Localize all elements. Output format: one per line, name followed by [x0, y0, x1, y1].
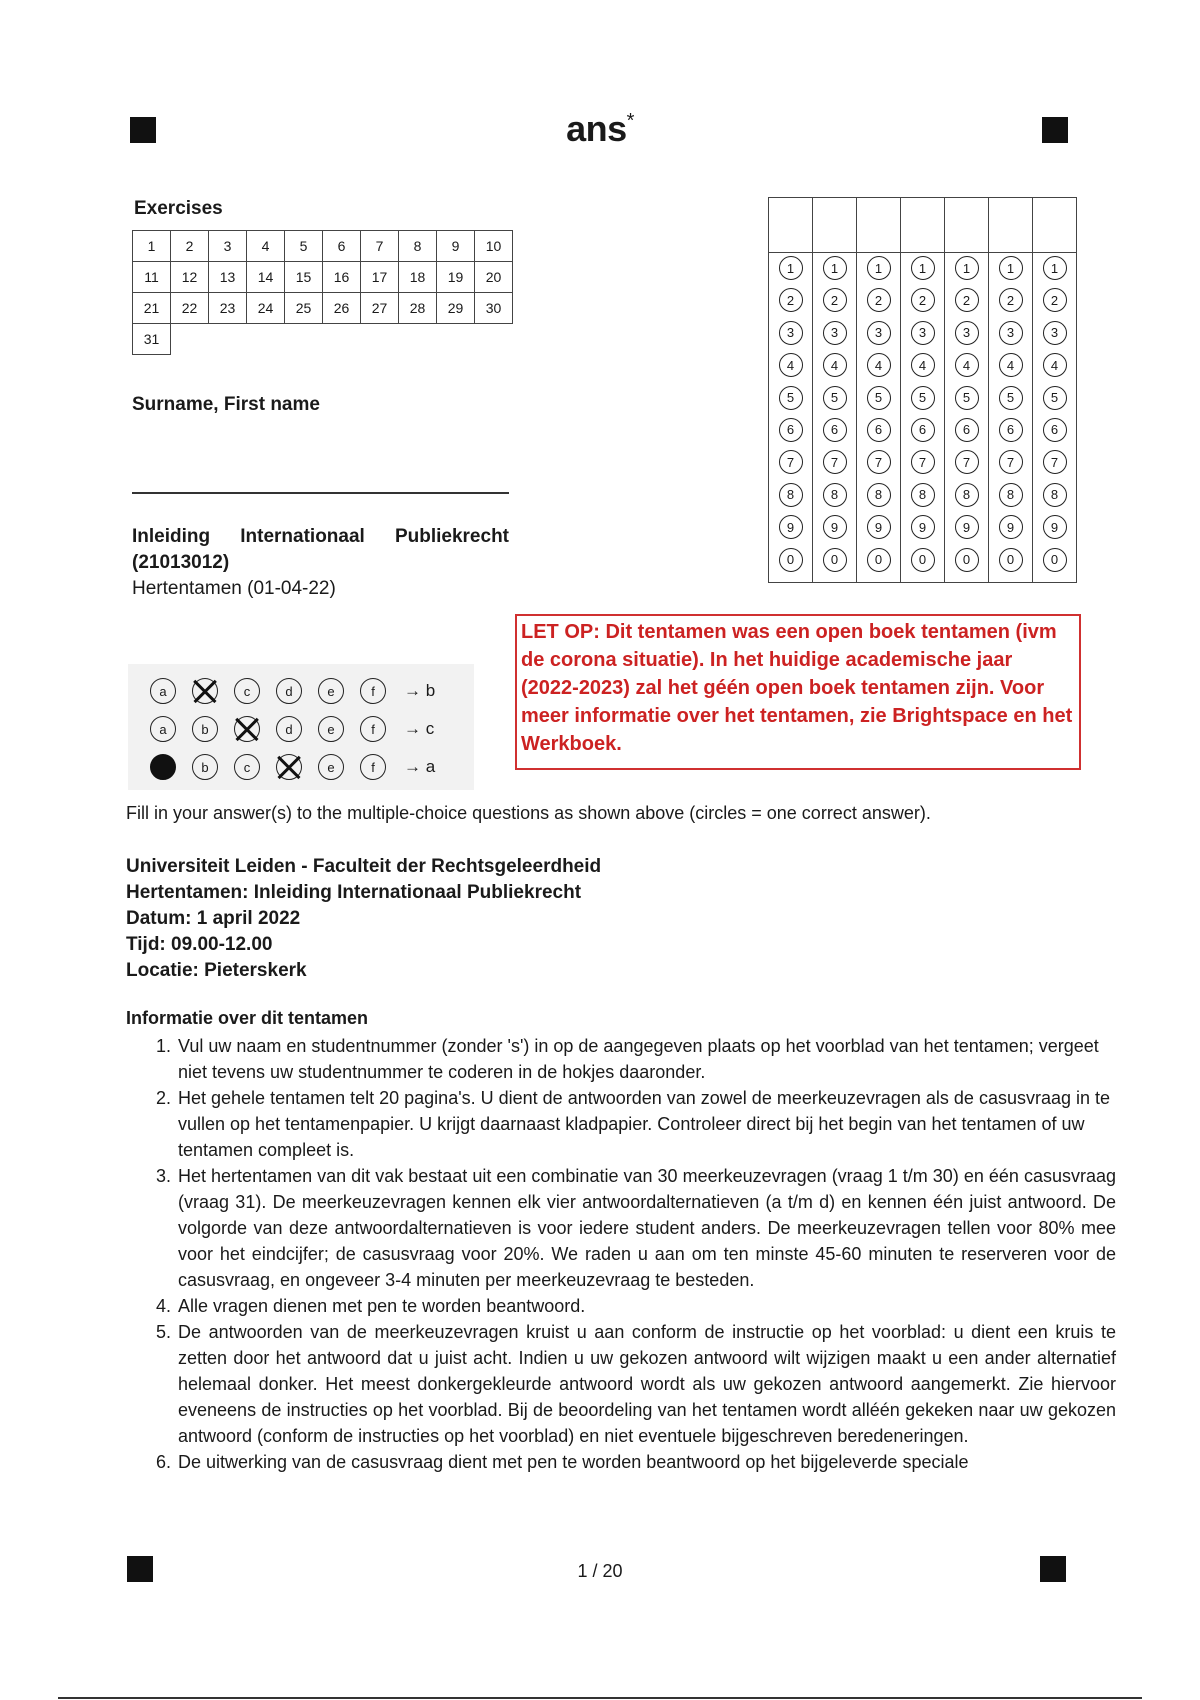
- digit-bubble[interactable]: 9: [911, 515, 935, 539]
- digit-bubble[interactable]: 2: [999, 288, 1023, 312]
- digit-bubble[interactable]: 9: [955, 515, 979, 539]
- info-list: [126, 1033, 1116, 1475]
- digit-bubble[interactable]: 6: [779, 418, 803, 442]
- digit-bubble[interactable]: 1: [955, 256, 979, 280]
- exercises-row: [133, 293, 513, 324]
- grid-bubbles: [769, 253, 812, 582]
- fill-instruction: Fill in your answer(s) to the multiple-choice questions as shown above (circles = one correct answer).: [126, 803, 931, 823]
- answer-example-panel: [128, 664, 474, 790]
- exam-date: Datum: 1 april 2022: [126, 908, 301, 929]
- info-item: 1. Vul uw naam en studentnummer (zonder 's') in op de aangegeven plaats op het voorblad van het tentamen; vergeet niet tevens uw studentnummer te coderen in de hokjes daaronder.: [176, 1033, 1116, 1085]
- digit-bubble[interactable]: 9: [823, 515, 847, 539]
- digit-bubble[interactable]: 3: [867, 321, 891, 345]
- exam-info-block: [126, 854, 601, 984]
- digit-bubble[interactable]: 1: [867, 256, 891, 280]
- example-row-a: [150, 752, 435, 782]
- digit-bubble[interactable]: 9: [1043, 515, 1067, 539]
- grid-digit-box[interactable]: [945, 198, 988, 253]
- exercise-cell: 7: [361, 231, 399, 262]
- grid-digit-box[interactable]: [901, 198, 944, 253]
- course-subtitle: Hertentamen (01-04-22): [132, 578, 336, 599]
- digit-bubble[interactable]: 0: [955, 548, 979, 572]
- digit-bubble[interactable]: 8: [779, 483, 803, 507]
- grid-bubbles: [857, 253, 900, 582]
- grid-bubbles: [989, 253, 1032, 582]
- digit-bubble[interactable]: 1: [911, 256, 935, 280]
- option-bubble-d: d: [276, 716, 302, 742]
- exercise-cell: 15: [285, 262, 323, 293]
- digit-bubble[interactable]: 2: [823, 288, 847, 312]
- exercise-cell: 6: [323, 231, 361, 262]
- digit-bubble[interactable]: 2: [911, 288, 935, 312]
- course-title: Inleiding Internationaal Publiekrecht: [132, 526, 509, 547]
- digit-bubble[interactable]: 1: [823, 256, 847, 280]
- digit-bubble[interactable]: 3: [1043, 321, 1067, 345]
- exercises-row: [133, 262, 513, 293]
- exercises-label: Exercises: [134, 198, 223, 219]
- option-bubble-e: e: [318, 678, 344, 704]
- option-bubble-a: a: [150, 678, 176, 704]
- exercise-cell: 23: [209, 293, 247, 324]
- exam-location: Locatie: Pieterskerk: [126, 960, 307, 981]
- exercise-cell: 10: [475, 231, 513, 262]
- digit-bubble[interactable]: 2: [1043, 288, 1067, 312]
- digit-bubble[interactable]: 9: [779, 515, 803, 539]
- grid-column: [901, 198, 945, 582]
- option-bubble-d: d: [276, 678, 302, 704]
- brand-mark: *: [626, 110, 634, 132]
- digit-bubble[interactable]: 4: [779, 353, 803, 377]
- digit-bubble[interactable]: 4: [823, 353, 847, 377]
- exercise-cell: 2: [171, 231, 209, 262]
- option-bubble-a-filled: [150, 754, 176, 780]
- exercises-row: [133, 324, 513, 355]
- option-bubble-b: b: [192, 754, 218, 780]
- exercise-cell: 14: [247, 262, 285, 293]
- digit-bubble[interactable]: 7: [779, 450, 803, 474]
- exercise-cell: 27: [361, 293, 399, 324]
- example-row-c: [150, 714, 434, 744]
- option-bubble-c: c: [234, 678, 260, 704]
- info-item: 5. De antwoorden van de meerkeuzevragen kruist u aan conform de instructie op het voorblad: u dient een kruis te zetten door het antwoord dat u juist acht. Indien u uw gekozen antwoord wilt wijzigen maakt u een ander alternatief helemaal donker. Het meest donkergekleurde antwoord wordt als uw gekozen antwoord aangemerkt. Zie hiervoor eveneens de instructies op het voorblad. Bij de beoordeling van het tentamen wordt alléén gekeken naar uw gekozen antwoord (conform de instructies op het voorblad) en niet eventuele bijgeschreven beredeneringen.: [176, 1319, 1116, 1449]
- digit-bubble[interactable]: 8: [999, 483, 1023, 507]
- digit-bubble[interactable]: 9: [999, 515, 1023, 539]
- student-number-grid: [768, 197, 1077, 583]
- page-number: 1 / 20: [577, 1561, 623, 1581]
- digit-bubble[interactable]: 8: [1043, 483, 1067, 507]
- exercise-cell: 20: [475, 262, 513, 293]
- exercise-cell: 11: [133, 262, 171, 293]
- digit-bubble[interactable]: 3: [779, 321, 803, 345]
- digit-bubble[interactable]: 4: [1043, 353, 1067, 377]
- option-bubble-d-crossed: [276, 754, 302, 780]
- brand-name: ans: [566, 108, 627, 149]
- exercise-cell: 5: [285, 231, 323, 262]
- option-bubble-c-crossed: [234, 716, 260, 742]
- digit-bubble[interactable]: 7: [823, 450, 847, 474]
- info-item: 2. Het gehele tentamen telt 20 pagina's. U dient de antwoorden van zowel de meerkeuzevragen als de casusvraag in te vullen op het tentamenpapier. U krijgt daarnaast kladpapier. Controleer direct bij het begin van het tentamen of uw tentamen compleet is.: [176, 1085, 1116, 1163]
- option-bubble-b: b: [192, 716, 218, 742]
- exam-university: Universiteit Leiden - Faculteit der Rechtsgeleerdheid: [126, 856, 602, 877]
- exercise-cell: 19: [437, 262, 475, 293]
- digit-bubble[interactable]: 7: [867, 450, 891, 474]
- digit-bubble[interactable]: 3: [911, 321, 935, 345]
- digit-bubble[interactable]: 5: [823, 386, 847, 410]
- exam-title: Hertentamen: Inleiding Internationaal Publiekrecht: [126, 882, 582, 903]
- exercise-cell: 30: [475, 293, 513, 324]
- digit-bubble[interactable]: 7: [911, 450, 935, 474]
- name-input-line[interactable]: [132, 492, 509, 494]
- course-code: (21013012): [132, 552, 230, 573]
- brand-logo: [0, 108, 1200, 150]
- exercise-empty-space: [171, 324, 513, 355]
- exercise-cell: 18: [399, 262, 437, 293]
- exercise-cell: 9: [437, 231, 475, 262]
- grid-bubbles: [945, 253, 988, 582]
- digit-bubble[interactable]: 2: [867, 288, 891, 312]
- digit-bubble[interactable]: 3: [955, 321, 979, 345]
- grid-digit-box[interactable]: [1033, 198, 1076, 253]
- digit-bubble[interactable]: 6: [911, 418, 935, 442]
- exercise-cell: 8: [399, 231, 437, 262]
- exercise-cell: 17: [361, 262, 399, 293]
- grid-digit-box[interactable]: [857, 198, 900, 253]
- digit-bubble[interactable]: 6: [999, 418, 1023, 442]
- digit-bubble[interactable]: 5: [1043, 386, 1067, 410]
- digit-bubble[interactable]: 0: [823, 548, 847, 572]
- option-bubble-f: f: [360, 678, 386, 704]
- info-item: 6. De uitwerking van de casusvraag dient met pen te worden beantwoord op het bijgeleverde speciale: [176, 1449, 1116, 1475]
- digit-bubble[interactable]: 4: [999, 353, 1023, 377]
- grid-digit-box[interactable]: [769, 198, 812, 253]
- name-label: Surname, First name: [132, 394, 320, 415]
- grid-columns: [769, 198, 1076, 582]
- exercise-cell: 1: [133, 231, 171, 262]
- digit-bubble[interactable]: 4: [911, 353, 935, 377]
- grid-column: [1033, 198, 1076, 582]
- bottom-divider: [58, 1697, 1142, 1699]
- grid-column: [989, 198, 1033, 582]
- option-bubble-a: a: [150, 716, 176, 742]
- digit-bubble[interactable]: 0: [999, 548, 1023, 572]
- digit-bubble[interactable]: 2: [955, 288, 979, 312]
- exam-time: Tijd: 09.00-12.00: [126, 934, 273, 955]
- digit-bubble[interactable]: 4: [955, 353, 979, 377]
- info-heading: Informatie over dit tentamen: [126, 1008, 369, 1028]
- exercise-cell: 21: [133, 293, 171, 324]
- example-row-b: [150, 676, 435, 706]
- grid-column: [857, 198, 901, 582]
- exercise-cell: 29: [437, 293, 475, 324]
- example-result: → a: [404, 757, 436, 776]
- exercise-cell: 4: [247, 231, 285, 262]
- digit-bubble[interactable]: 5: [779, 386, 803, 410]
- exercises-table: [132, 230, 513, 355]
- digit-bubble[interactable]: 2: [779, 288, 803, 312]
- digit-bubble[interactable]: 0: [779, 548, 803, 572]
- option-bubble-f: f: [360, 754, 386, 780]
- grid-bubbles: [1033, 253, 1076, 582]
- digit-bubble[interactable]: 1: [999, 256, 1023, 280]
- exercise-cell: 25: [285, 293, 323, 324]
- exercise-cell: 26: [323, 293, 361, 324]
- digit-bubble[interactable]: 6: [823, 418, 847, 442]
- digit-bubble[interactable]: 8: [867, 483, 891, 507]
- grid-column: [769, 198, 813, 582]
- grid-digit-box[interactable]: [813, 198, 856, 253]
- digit-bubble[interactable]: 5: [955, 386, 979, 410]
- option-bubble-f: f: [360, 716, 386, 742]
- exercise-cell: 22: [171, 293, 209, 324]
- exercise-cell: 13: [209, 262, 247, 293]
- digit-bubble[interactable]: 0: [1043, 548, 1067, 572]
- digit-bubble[interactable]: 1: [779, 256, 803, 280]
- digit-bubble[interactable]: 6: [1043, 418, 1067, 442]
- exercises-row: [133, 231, 513, 262]
- example-result: → b: [404, 681, 436, 700]
- grid-column: [813, 198, 857, 582]
- digit-bubble[interactable]: 3: [999, 321, 1023, 345]
- digit-bubble[interactable]: 0: [911, 548, 935, 572]
- digit-bubble[interactable]: 7: [955, 450, 979, 474]
- digit-bubble[interactable]: 5: [999, 386, 1023, 410]
- option-bubble-e: e: [318, 754, 344, 780]
- digit-bubble[interactable]: 1: [1043, 256, 1067, 280]
- digit-bubble[interactable]: 4: [867, 353, 891, 377]
- digit-bubble[interactable]: 3: [823, 321, 847, 345]
- exercise-cell: 31: [133, 324, 171, 355]
- option-bubble-c: c: [234, 754, 260, 780]
- exercise-cell: 16: [323, 262, 361, 293]
- grid-bubbles: [813, 253, 856, 582]
- digit-bubble[interactable]: 6: [867, 418, 891, 442]
- digit-bubble[interactable]: 0: [867, 548, 891, 572]
- notice-box: LET OP: Dit tentamen was een open boek tentamen (ivm de corona situatie). In het huidige academische jaar (2022-2023) zal het géén open boek tentamen zijn. Voor meer informatie over het tentamen, zie Brightspace en het Werkboek.: [515, 614, 1081, 770]
- exercise-cell: 3: [209, 231, 247, 262]
- digit-bubble[interactable]: 8: [911, 483, 935, 507]
- exercise-cell: 24: [247, 293, 285, 324]
- option-bubble-e: e: [318, 716, 344, 742]
- digit-bubble[interactable]: 5: [867, 386, 891, 410]
- grid-bubbles: [901, 253, 944, 582]
- exercise-cell: 28: [399, 293, 437, 324]
- grid-digit-box[interactable]: [989, 198, 1032, 253]
- exercise-cell: 12: [171, 262, 209, 293]
- option-bubble-b-crossed: [192, 678, 218, 704]
- digit-bubble[interactable]: 7: [1043, 450, 1067, 474]
- digit-bubble[interactable]: 8: [823, 483, 847, 507]
- digit-bubble[interactable]: 6: [955, 418, 979, 442]
- info-item: 4. Alle vragen dienen met pen te worden beantwoord.: [176, 1293, 1116, 1319]
- digit-bubble[interactable]: 9: [867, 515, 891, 539]
- info-item: 3. Het hertentamen van dit vak bestaat uit een combinatie van 30 meerkeuzevragen (vraag 1 t/m 30) en één casusvraag (vraag 31). De meerkeuzevragen kennen elk vier antwoordalternatieven (a t/m d) en kennen één juist antwoord. De volgorde van deze antwoordalternatieven is voor iedere student anders. De meerkeuzevragen tellen voor 80% mee voor het eindcijfer; de casusvraag voor 20%. We raden u aan om ten minste 45-60 minuten te reserveren voor de casusvraag, en ongeveer 3-4 minuten per meerkeuzevraag te besteden.: [176, 1163, 1116, 1293]
- digit-bubble[interactable]: 5: [911, 386, 935, 410]
- example-result: → c: [404, 719, 435, 738]
- course-info: [132, 524, 509, 602]
- grid-column: [945, 198, 989, 582]
- digit-bubble[interactable]: 7: [999, 450, 1023, 474]
- digit-bubble[interactable]: 8: [955, 483, 979, 507]
